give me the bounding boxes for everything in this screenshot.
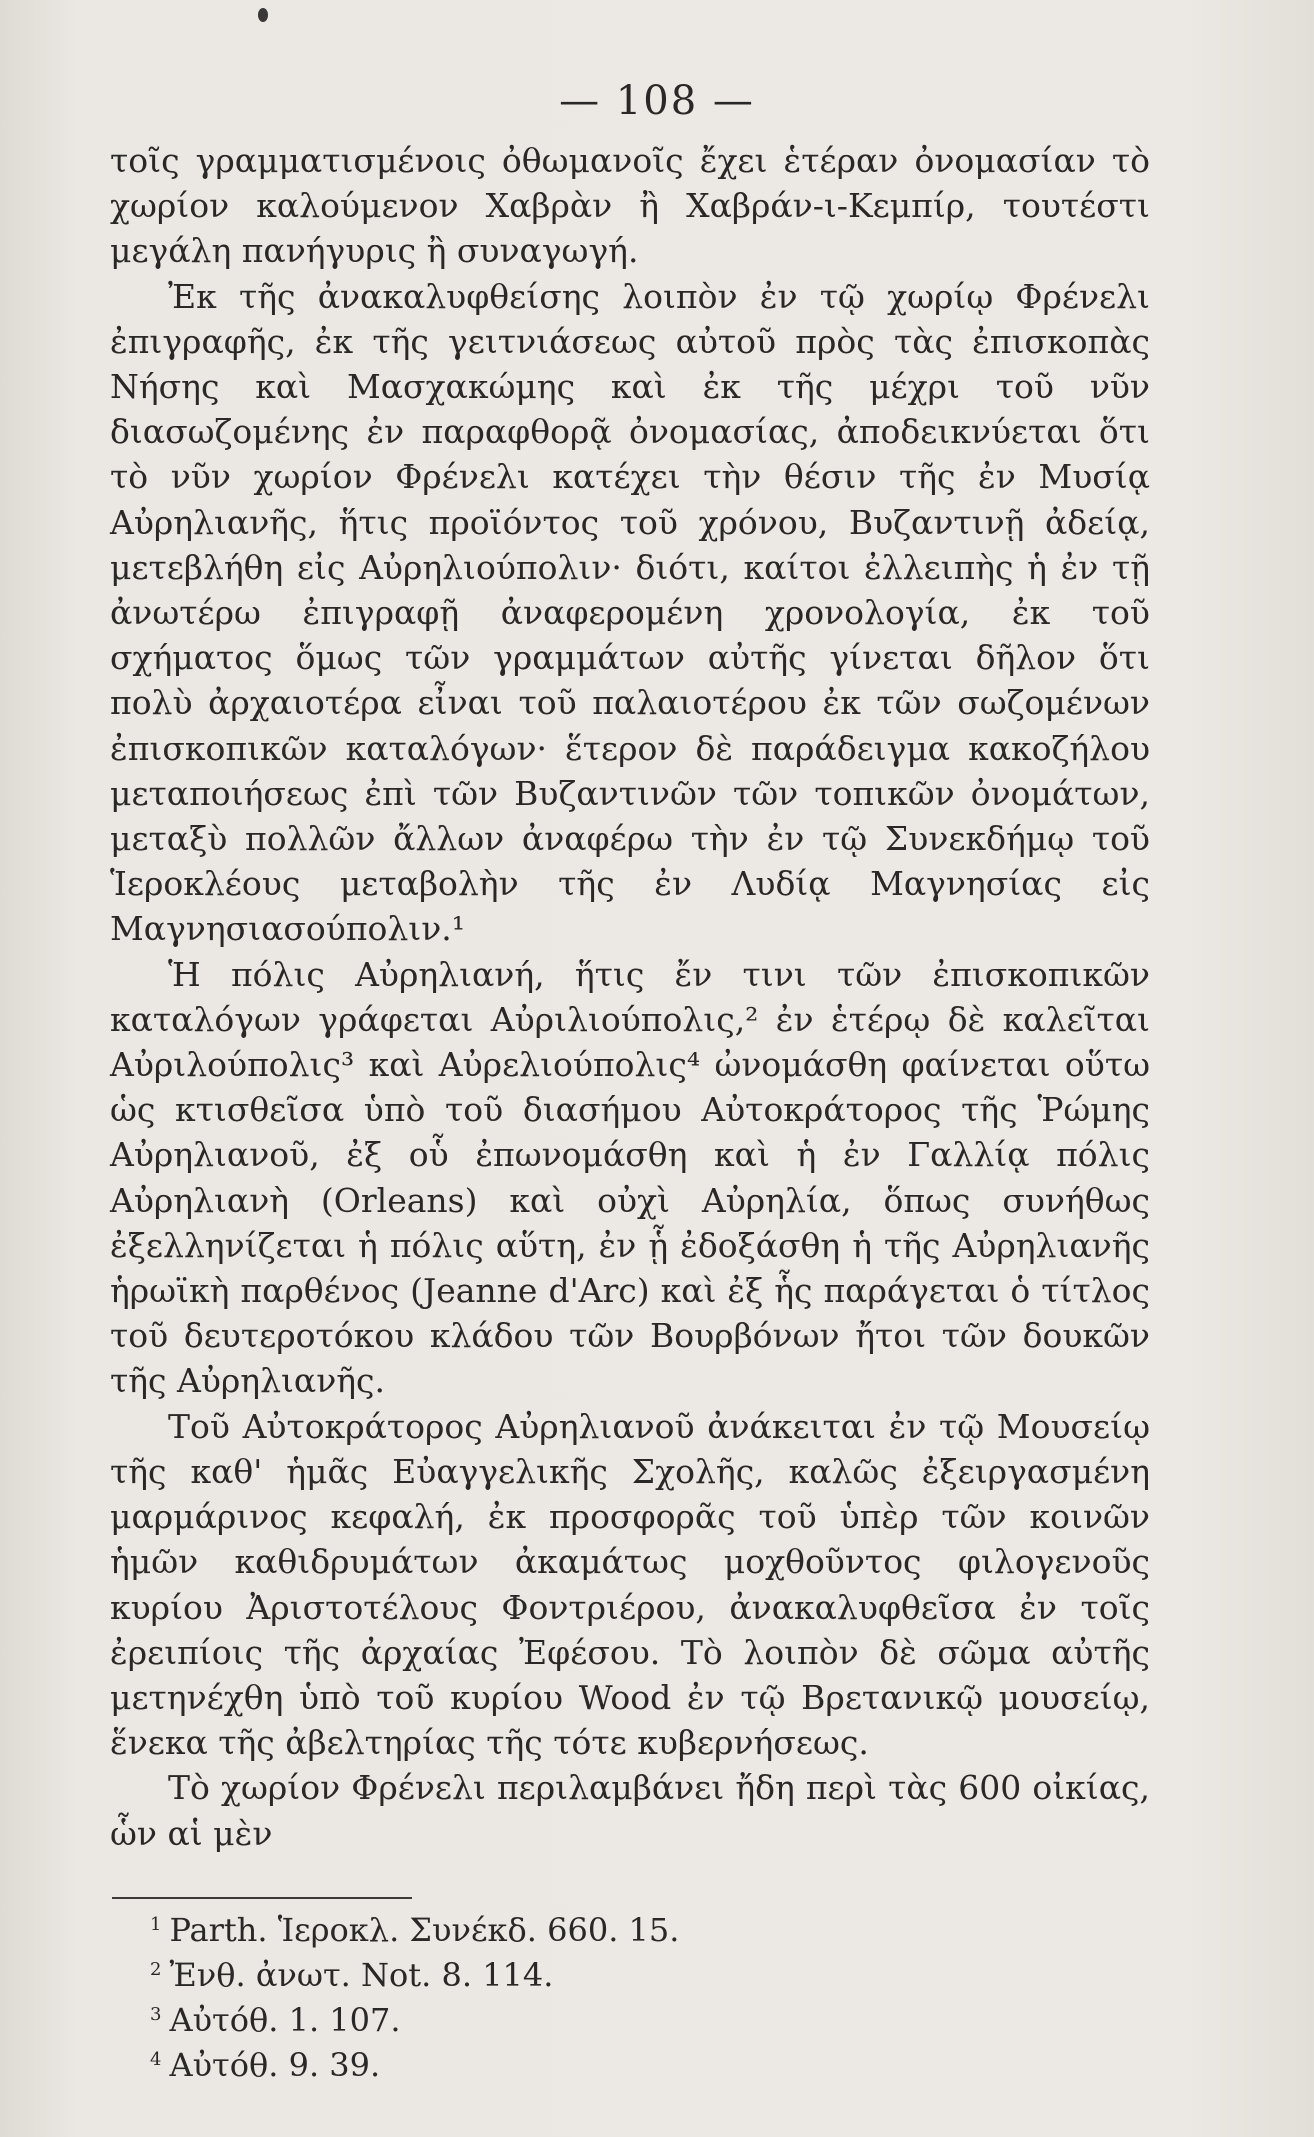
footnote-2: [150, 1953, 850, 1998]
footnote-4: [150, 2043, 850, 2088]
footnote-text: Αὐτόθ. 1. 107.: [169, 2001, 401, 2039]
body-text: [110, 138, 1150, 1856]
page-number: — 108 —: [559, 78, 755, 124]
paragraph-5: Τὸ χωρίον Φρένελι περιλαμβάνει ἤδη περὶ τὰς 600 οἰκίας, ὧν αἱ μὲν: [110, 1768, 1150, 1853]
paragraph-2: Ἐκ τῆς ἀνακαλυφθείσης λοιπὸν ἐν τῷ χωρίῳ Φρένελι ἐπιγραφῆς, ἐκ τῆς γειτνιάσεως αὐτοῦ πρὸς τὰς ἐπισκοπὰς Νήσης καὶ Μασχακώμης καὶ ἐκ τῆς μέχρι τοῦ νῦν διασωζομένης ἐν παραφθορᾷ ὀνομασίας, ἀποδεικνύεται ὅτι τὸ νῦν χωρίον Φρένελι κατέχει τὴν θέσιν τῆς ἐν Μυσίᾳ Αὐρηλιανῆς, ἥτις προϊόντος τοῦ χρόνου, Βυζαντινῇ ἀδείᾳ, μετεβλήθη εἰς Αὐρηλιούπολιν· διότι, καίτοι ἐλλειπὴς ἡ ἐν τῇ ἀνωτέρω ἐπιγραφῇ ἀναφερομένη χρονολογία, ἐκ τοῦ σχήματος ὅμως τῶν γραμμάτων αὐτῆς γίνεται δῆλον ὅτι πολὺ ἀρχαιοτέρα εἶναι τοῦ παλαιοτέρου ἐκ τῶν σωζομένων ἐπισκοπικῶν καταλόγων· ἕτερον δὲ παράδειγμα κακοζήλου μεταποιήσεως ἐπὶ τῶν Βυζαντινῶν τῶν τοπικῶν ὀνομάτων, μεταξὺ πολλῶν ἄλλων ἀναφέρω τὴν ἐν τῷ Συνεκδήμῳ τοῦ Ἱεροκλέους μεταβολὴν τῆς ἐν Λυδίᾳ Μαγνησίας εἰς Μαγνησιασούπολιν.¹: [110, 276, 1150, 949]
footnote-1: [150, 1908, 850, 1953]
footnote-separator: [112, 1897, 412, 1899]
footnote-3: [150, 1998, 850, 2043]
footnote-text: Parth. Ἱεροκλ. Συνέκδ. 660. 15.: [169, 1911, 680, 1949]
footnote-mark: 2: [150, 1959, 162, 1980]
ink-spot: [258, 8, 268, 22]
footnote-text: Αὐτόθ. 9. 39.: [169, 2046, 381, 2084]
footnote-mark: 3: [150, 2004, 162, 2025]
paragraph-4: Τοῦ Αὐτοκράτορος Αὐρηλιανοῦ ἀνάκειται ἐν τῷ Μουσείῳ τῆς καθ' ἡμᾶς Εὐαγγελικῆς Σχολῆς, καλῶς ἐξειργασμένη μαρμάρινος κεφαλή, ἐκ προσφορᾶς τοῦ ὑπὲρ τῶν κοινῶν ἡμῶν καθιδρυμάτων ἀκαμάτως μοχθοῦντος φιλογενοῦς κυρίου Ἀριστοτέλους Φοντριέρου, ἀνακαλυφθεῖσα ἐν τοῖς ἐρειπίοις τῆς ἀρχαίας Ἐφέσου. Τὸ λοιπὸν δὲ σῶμα αὐτῆς μετηνέχθη ὑπὸ τοῦ κυρίου Wood ἐν τῷ Βρετανικῷ μουσείῳ, ἕνεκα τῆς ἀβελτηρίας τῆς τότε κυβερνήσεως.: [110, 1406, 1150, 1763]
footnote-text: Ἐνθ. ἀνωτ. Not. 8. 114.: [169, 1956, 554, 1994]
footnote-mark: 1: [150, 1914, 162, 1935]
paragraph-1: τοῖς γραμματισμένοις ὀθωμανοῖς ἔχει ἑτέραν ὀνομασίαν τὸ χωρίον καλούμενον Χαβρὰν ἢ Χαβράν-ι-Κεμπίρ, τουτέστι μεγάλη πανήγυρις ἢ συναγωγή.: [110, 141, 1150, 271]
footnote-mark: 4: [150, 2049, 162, 2070]
footnotes: [150, 1908, 850, 2088]
paragraph-3: Ἡ πόλις Αὐρηλιανή, ἥτις ἔν τινι τῶν ἐπισκοπικῶν καταλόγων γράφεται Αὐριλιούπολις,² ἐν ἑτέρῳ δὲ καλεῖται Αὐριλούπολις³ καὶ Αὐρελιούπολις⁴ ὠνομάσθη φαίνεται οὕτω ὡς κτισθεῖσα ὑπὸ τοῦ διασήμου Αὐτοκράτορος τῆς Ῥώμης Αὐρηλιανοῦ, ἐξ οὗ ἐπωνομάσθη καὶ ἡ ἐν Γαλλίᾳ πόλις Αὐρηλιανὴ (Orleans) καὶ οὐχὶ Αὐρηλία, ὅπως συνήθως ἐξελληνίζεται ἡ πόλις αὕτη, ἐν ᾗ ἐδοξάσθη ἡ τῆς Αὐρηλιανῆς ἡρωϊκὴ παρθένος (Jeanne d'Arc) καὶ ἐξ ἧς παράγεται ὁ τίτλος τοῦ δευτεροτόκου κλάδου τῶν Βουρβόνων ἤτοι τῶν δουκῶν τῆς Αὐρηλιανῆς.: [110, 954, 1150, 1401]
